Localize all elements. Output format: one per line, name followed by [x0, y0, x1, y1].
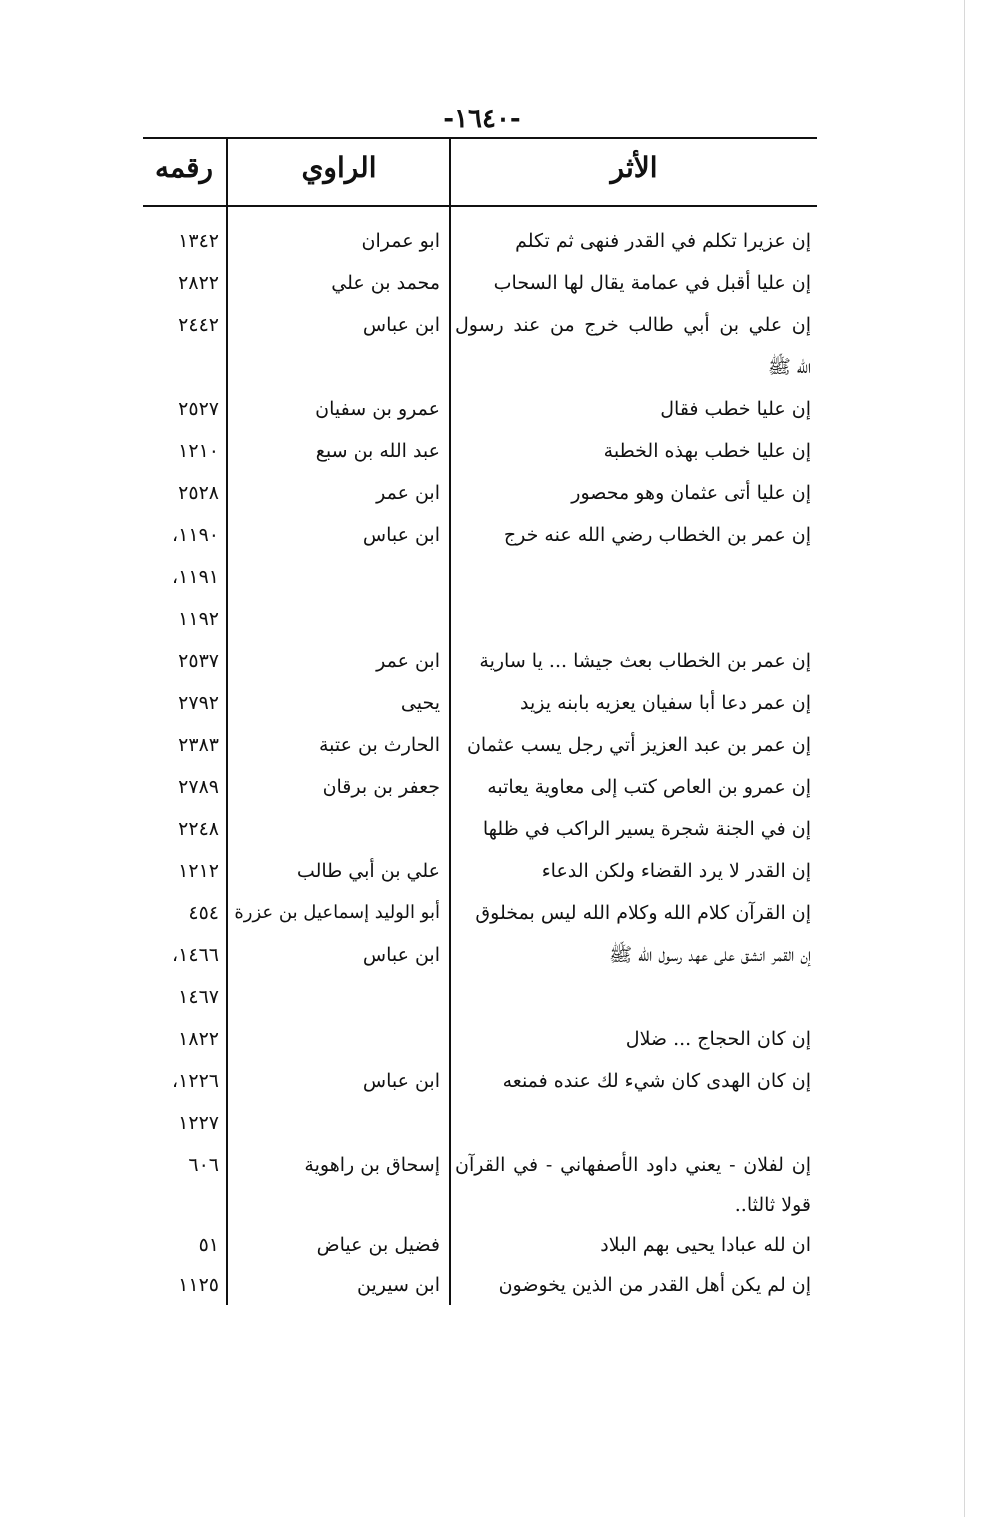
rawi-cell: ابن عمر	[376, 650, 440, 672]
rawi-cell: ابن عمر	[376, 482, 440, 504]
raqm-cell: ١٣٤٢	[178, 230, 219, 252]
athar-cell: إن القدر لا يرد القضاء ولكن الدعاء	[541, 860, 811, 882]
rawi-cell: ابن سيرين	[357, 1274, 440, 1296]
table-row-continuation	[143, 977, 817, 1017]
athar-cell: إن في الجنة شجرة يسير الراكب في ظلها	[482, 818, 811, 840]
raqm-cell: ٢٨٢٢	[178, 272, 219, 294]
table-row	[143, 1061, 817, 1101]
athar-cell: إن عمرو بن العاص كتب إلى معاوية يعاتبه	[487, 776, 811, 798]
raqm-cell: ١٢١٢	[178, 860, 219, 882]
table-row	[143, 725, 817, 765]
raqm-cell: ١١٩١،	[172, 566, 219, 588]
raqm-cell: ٢٥٢٧	[178, 398, 219, 420]
raqm-cell: ٢٢٤٨	[178, 818, 219, 840]
header-rawi: الراوي	[301, 151, 377, 184]
table-row	[143, 1225, 817, 1265]
raqm-cell: ٢٧٩٢	[178, 692, 219, 714]
table-row	[143, 935, 817, 975]
athar-cell: إن القمر انشق على عهد رسول الله ﷺ	[609, 944, 811, 966]
page-number: -١٦٤٠-	[443, 104, 521, 134]
raqm-cell: ١١٩٢	[178, 608, 219, 630]
header-athar: الأثر	[610, 151, 658, 184]
athar-cell: إن عليا أتى عثمان وهو محصور	[571, 482, 811, 504]
table-row	[143, 767, 817, 807]
athar-cell: إن عزيرا تكلم في القدر فنهى ثم تكلم	[515, 230, 811, 252]
table-row	[143, 515, 817, 555]
table-row	[143, 809, 817, 849]
rawi-cell: ابو عمران	[361, 230, 440, 252]
table-row	[143, 1265, 817, 1305]
table-row	[143, 263, 817, 303]
raqm-cell: ١١٩٠،	[172, 524, 219, 546]
rawi-cell: عمرو بن سفيان	[315, 398, 440, 420]
athar-cell: إن القرآن كلام الله وكلام الله ليس بمخلوق	[475, 902, 811, 924]
table-row	[143, 851, 817, 891]
rawi-cell: جعفر بن برقان	[322, 776, 440, 798]
athar-cell: إن عمر بن الخطاب بعث جيشا ... يا سارية	[479, 650, 811, 672]
rawi-cell: ابن عباس	[362, 524, 440, 546]
scan-edge-line	[964, 0, 965, 1517]
table-row	[143, 305, 817, 345]
raqm-cell: ٢٧٨٩	[178, 776, 219, 798]
athar-cell: إن عمر بن عبد العزيز أتي رجل يسب عثمان	[466, 734, 811, 756]
raqm-cell: ٦٠٦	[188, 1154, 219, 1176]
athar-cell: الله ﷺ	[767, 356, 811, 378]
rawi-cell: محمد بن علي	[331, 272, 440, 294]
rawi-cell: ابن عباس	[362, 944, 440, 966]
athar-cell: إن لم يكن أهل القدر من الذين يخوضون	[498, 1274, 811, 1296]
table-row-continuation	[143, 1185, 817, 1225]
raqm-cell: ٤٥٤	[188, 902, 219, 924]
athar-cell: إن عليا خطب بهذه الخطبة	[603, 440, 811, 462]
table-row-continuation	[143, 557, 817, 597]
raqm-cell: ١١٢٥	[178, 1274, 219, 1296]
table-row	[143, 389, 817, 429]
table-row	[143, 221, 817, 261]
rawi-cell: يحيى	[400, 692, 440, 714]
athar-cell: إن عمر دعا أبا سفيان يعزيه بابنه يزيد	[520, 692, 811, 714]
table-row-continuation	[143, 347, 817, 387]
raqm-cell: ٢٤٤٢	[178, 314, 219, 336]
table-row	[143, 1019, 817, 1059]
table-row	[143, 431, 817, 471]
athar-cell: إن عليا أقبل في عمامة يقال لها السحاب	[493, 272, 811, 294]
rawi-cell: ابن عباس	[362, 1070, 440, 1092]
raqm-cell: ١٤٦٦،	[172, 944, 219, 966]
raqm-cell: ١٨٢٢	[178, 1028, 219, 1050]
athar-cell: إن عمر بن الخطاب رضي الله عنه خرج	[503, 524, 811, 546]
raqm-cell: ١٤٦٧	[178, 986, 219, 1008]
raqm-cell: ٥١	[198, 1234, 219, 1256]
athar-cell: ان لله عبادا يحيى بهم البلاد	[600, 1234, 811, 1256]
athar-cell: إن كان الحجاج ... ضلال	[625, 1028, 811, 1050]
rawi-cell: علي بن أبي طالب	[296, 860, 440, 882]
athar-cell: إن عليا خطب فقال	[660, 398, 811, 420]
raqm-cell: ١٢٢٧	[178, 1112, 219, 1134]
rawi-cell: الحارث بن عتبة	[318, 734, 440, 756]
raqm-cell: ٢٣٨٣	[178, 734, 219, 756]
table-row	[143, 1145, 817, 1185]
athar-cell: إن كان الهدى كان شيء لك عنده فمنعه	[502, 1070, 811, 1092]
table-header-rule	[143, 205, 817, 207]
rawi-cell: عبد الله بن سبع	[315, 440, 440, 462]
rawi-cell: ابن عباس	[362, 314, 440, 336]
rawi-cell: إسحاق بن راهوية	[304, 1154, 440, 1176]
table-row	[143, 893, 817, 933]
raqm-cell: ٢٥٣٧	[178, 650, 219, 672]
index-table	[143, 137, 817, 1307]
athar-cell: إن لفلان - يعني داود الأصفهاني - في القرآن	[455, 1154, 811, 1176]
table-row-continuation	[143, 1103, 817, 1143]
table-row	[143, 683, 817, 723]
table-row-continuation	[143, 599, 817, 639]
table-top-rule	[143, 137, 817, 139]
table-row	[143, 473, 817, 513]
raqm-cell: ١٢١٠	[178, 440, 219, 462]
rawi-cell: أبو الوليد إسماعيل بن عزرة	[234, 902, 440, 923]
athar-cell: إن علي بن أبي طالب خرج من عند رسول	[455, 314, 811, 336]
header-raqm: رقمه	[154, 151, 214, 184]
rawi-cell: فضيل بن عياض	[316, 1234, 440, 1256]
athar-cell: قولا ثالثا..	[734, 1194, 811, 1216]
raqm-cell: ٢٥٢٨	[178, 482, 219, 504]
raqm-cell: ١٢٢٦،	[172, 1070, 219, 1092]
table-row	[143, 641, 817, 681]
